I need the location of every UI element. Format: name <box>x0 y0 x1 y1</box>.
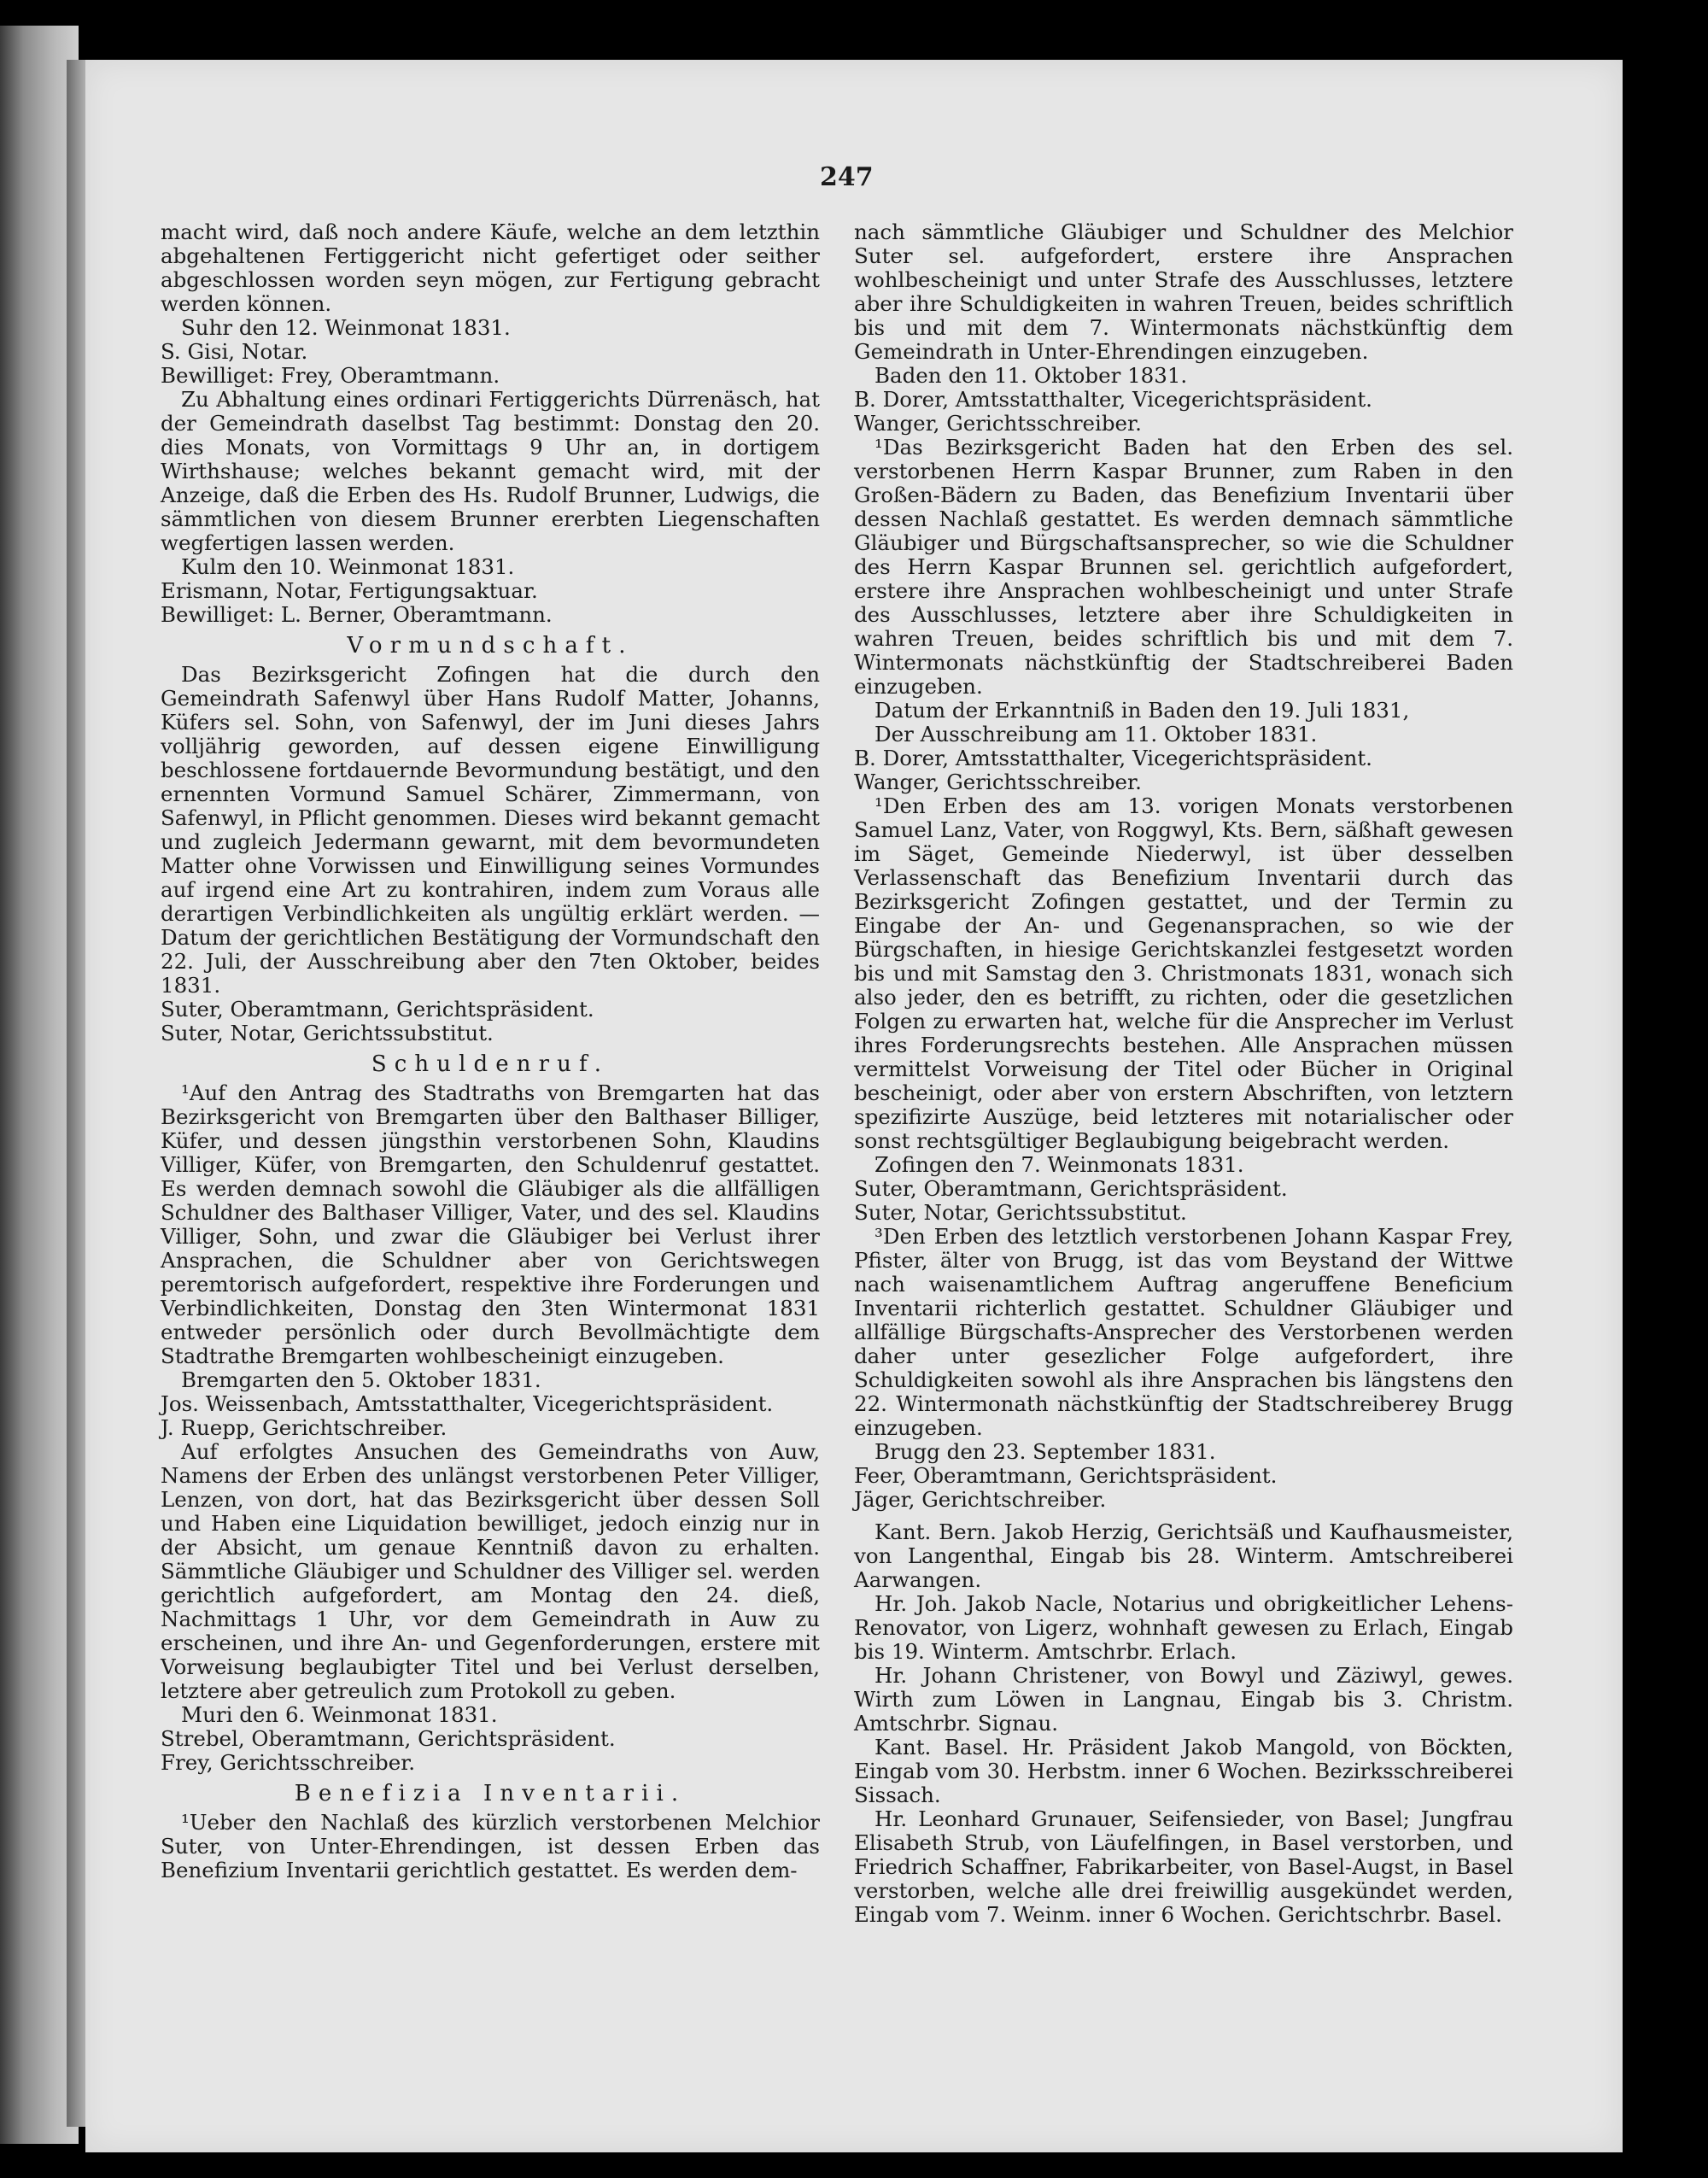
notice-signature: Feer, Oberamtmann, Gerichtspräsident. <box>854 1463 1278 1488</box>
notice-signature: S. Gisi, Notar. <box>161 339 308 364</box>
estate-entry: Hr. Johann Christener, von Bowyl und Zäziwyl, gewes. Wirth zum Löwen in Langnau, Eingab bis 3. Christm. Amtschrbr. Signau. <box>854 1663 1513 1736</box>
section-heading-benefizia: Benefizia Inventarii. <box>294 1781 687 1806</box>
estate-entry: Kant. Basel. Hr. Präsident Jakob Mangold, von Böckten, Eingab vom 30. Herbstm. inner 6 Wochen. Bezirksschreiberei Sissach. <box>854 1735 1513 1807</box>
section-heading-vormundschaft: Vormundschaft. <box>347 633 634 659</box>
notice-signature: B. Dorer, Amtsstatthalter, Vicegerichtspräsident. <box>854 746 1372 770</box>
notice-signature: J. Ruepp, Gerichtschreiber. <box>161 1415 447 1440</box>
notice-date: Kulm den 10. Weinmonat 1831. <box>181 554 515 579</box>
notice-date: Suhr den 12. Weinmonat 1831. <box>181 315 511 340</box>
notice-paragraph: macht wird, daß noch andere Käufe, welche an dem letzthin abgehaltenen Fertiggericht nicht gefertiget oder seither abgeschlossen worden seyn mögen, zur Fertigung gebracht werden können. <box>161 220 820 316</box>
right-column <box>854 220 1513 1927</box>
notice-signature: Erismann, Notar, Fertigungsaktuar. <box>161 578 538 603</box>
notice-signature: Suter, Oberamtmann, Gerichtspräsident. <box>161 997 594 1022</box>
notice-date: Bremgarten den 5. Oktober 1831. <box>181 1367 541 1392</box>
page-number: 247 <box>820 162 874 192</box>
notice-paragraph: ¹Auf den Antrag des Stadtraths von Bremgarten hat das Bezirksgericht von Bremgarten über den Balthaser Billiger, Küfer, und dessen jüngsthin verstorbenen Sohn, Klaudins Villiger, Küfer, von Bremgarten, den Schuldenruf gestattet. Es werden demnach sowohl die Gläubiger als die allfälligen Schuldner des Balthaser Villiger, Vater, und des sel. Klaudins Villiger, Sohn, und zwar die Gläubiger bei Verlust ihrer Ansprachen, die Schuldner aber von Gerichtswegen peremtorisch aufgefordert, respektive ihre Forderungen und Verbindlichkeiten, Donstag den 3ten Wintermonat 1831 entweder persönlich oder durch Bevollmächtigte dem Stadtrathe Bremgarten wohlbescheinigt einzugeben. <box>161 1080 820 1368</box>
notice-date: Zofingen den 7. Weinmonats 1831. <box>874 1152 1244 1177</box>
left-column <box>161 220 820 1882</box>
notice-date: Baden den 11. Oktober 1831. <box>874 363 1188 388</box>
notice-paragraph: ³Den Erben des letztlich verstorbenen Johann Kaspar Frey, Pfister, älter von Brugg, ist das vom Beystand der Wittwe nach waisenamtlichem Auftrag angeruffene Beneficium Inventarii richterlich gestattet. Schuldner Gläubiger und allfällige Bürgschafts-Ansprecher des Verstorbenen werden daher unter gesezlicher Folge aufgefordert, ihre Schuldigkeiten sowohl als ihre Ansprachen bis längstens den 22. Wintermonath nächstkünftig der Stadtschreiberey Brugg einzugeben. <box>854 1224 1513 1440</box>
notice-signature: Wanger, Gerichtsschreiber. <box>854 770 1142 794</box>
notice-paragraph: nach sämmtliche Gläubiger und Schuldner des Melchior Suter sel. aufgefordert, erstere ihre Ansprachen wohlbescheinigt und unter Strafe des Ausschlusses, letztere aber ihre Schuldigkeiten in wahren Treuen, beides schriftlich bis und mit dem 7. Wintermonats nächstkünftig dem Gemeindrath in Unter-Ehrendingen einzugeben. <box>854 220 1513 364</box>
notice-signature: Frey, Gerichtsschreiber. <box>161 1750 416 1775</box>
notice-paragraph: ¹Ueber den Nachlaß des kürzlich verstorbenen Melchior Suter, von Unter-Ehrendingen, ist dessen Erben das Benefizium Inventarii gerichtlich gestattet. Es werden dem- <box>161 1810 820 1882</box>
notice-paragraph: ¹Das Bezirksgericht Baden hat den Erben des sel. verstorbenen Herrn Kaspar Brunner, zum Raben in den Großen-Bädern zu Baden, das Benefizium Inventarii über dessen Nachlaß gestattet. Es werden demnach sämmtliche Gläubiger und Bürgschaftsansprecher, so wie die Schuldner des Herrn Kaspar Brunnen sel. gerichtlich aufgefordert, erstere ihre Ansprachen wohlbescheinigt und unter Strafe des Ausschlusses, letztere aber ihre Schuldigkeiten in wahren Treuen, beides schriftlich bis und mit dem 7. Wintermonats nächstkünftig der Stadtschreiberei Baden einzugeben. <box>854 435 1513 699</box>
estate-entry: Kant. Bern. Jakob Herzig, Gerichtsäß und Kaufhausmeister, von Langenthal, Eingab bis 28. Winterm. Amtschreiberei Aarwangen. <box>854 1519 1513 1592</box>
section-heading-schuldenruf: Schuldenruf. <box>371 1051 610 1077</box>
notice-signature: Jäger, Gerichtschreiber. <box>854 1487 1107 1512</box>
notice-signature: Wanger, Gerichtsschreiber. <box>854 411 1142 436</box>
estate-entry: Hr. Leonhard Grunauer, Seifensieder, von Basel; Jungfrau Elisabeth Strub, von Läufelfingen, in Basel verstorben, und Friedrich Schaffner, Fabrikarbeiter, von Basel-Augst, in Basel verstorben, welche alle drei freiwillig ausgekündet werden, Eingab vom 7. Weinm. inner 6 Wochen. Gerichtschrbr. Basel. <box>854 1806 1513 1927</box>
notice-date: Datum der Erkanntniß in Baden den 19. Juli 1831, <box>874 698 1410 723</box>
notice-signature: B. Dorer, Amtsstatthalter, Vicegerichtspräsident. <box>854 387 1372 412</box>
notice-date: Muri den 6. Weinmonat 1831. <box>181 1702 498 1727</box>
notice-approval: Bewilliget: L. Berner, Oberamtmann. <box>161 602 553 627</box>
notice-paragraph: Zu Abhaltung eines ordinari Fertiggerichts Dürrenäsch, hat der Gemeindrath daselbst Tag bestimmt: Donstag den 20. dies Monats, von Vormittags 9 Uhr an, in dortigem Wirthshause; welches bekannt gemacht wird, mit der Anzeige, daß die Erben des Hs. Rudolf Brunner, Ludwigs, die sämmtlichen von diesem Brunner ererbten Liegenschaften wegfertigen lassen werden. <box>161 387 820 555</box>
estate-entry: Hr. Joh. Jakob Nacle, Notarius und obrigkeitlicher Lehens-Renovator, von Ligerz, wohnhaft gewesen zu Erlach, Eingab bis 19. Winterm. Amtschrbr. Erlach. <box>854 1591 1513 1664</box>
notice-signature: Suter, Oberamtmann, Gerichtspräsident. <box>854 1176 1288 1201</box>
notice-paragraph: ¹Den Erben des am 13. vorigen Monats verstorbenen Samuel Lanz, Vater, von Roggwyl, Kts. Bern, säßhaft gewesen im Säget, Gemeinde Niederwyl, ist über desselben Verlassenschaft das Benefizium Inventarii durch das Bezirksgericht Zofingen gestattet, und der Termin zu Eingabe der An- und Gegenansprachen, so wie der Bürgschaften, in hiesige Gerichtskanzlei festgesetzt worden bis und mit Samstag den 3. Christmonats 1831, wonach sich also jeder, den es betrifft, zu richten, oder die gesetzlichen Folgen zu erwarten hat, welche für die Ansprecher im Verlust ihres Forderungsrechts bestehen. Alle Ansprachen müssen vermittelst Vorweisung der Titel oder Bücher in Original bescheinigt, oder aber von erstern Abschriften, von letztern spezifizirte Auszüge, beid letzteres mit notarialischer oder sonst rechtsgültiger Beglaubigung beigebracht werden. <box>854 793 1513 1153</box>
notice-paragraph: Auf erfolgtes Ansuchen des Gemeindraths von Auw, Namens der Erben des unlängst verstorbenen Peter Villiger, Lenzen, von dort, hat das Bezirksgericht über dessen Soll und Haben eine Liquidation bewilliget, jedoch einzig nur in der Absicht, um genaue Kenntniß davon zu erhalten. Sämmtliche Gläubiger und Schuldner des Villiger sel. werden gerichtlich aufgefordert, am Montag den 24. dieß, Nachmittags 1 Uhr, vor dem Gemeindrath in Auw zu erscheinen, und ihre An- und Gegenforderungen, erstere mit Vorweisung beglaubigter Titel und bei Verlust derselben, letztere aber getreulich zum Protokoll zu geben. <box>161 1439 820 1703</box>
notice-signature: Strebel, Oberamtmann, Gerichtspräsident. <box>161 1726 616 1751</box>
notice-approval: Bewilliget: Frey, Oberamtmann. <box>161 363 500 388</box>
notice-date: Der Ausschreibung am 11. Oktober 1831. <box>874 722 1318 746</box>
notice-signature: Jos. Weissenbach, Amtsstatthalter, Vicegerichtspräsident. <box>161 1391 774 1416</box>
notice-signature: Suter, Notar, Gerichtssubstitut. <box>854 1200 1187 1225</box>
notice-paragraph: Das Bezirksgericht Zofingen hat die durch den Gemeindrath Safenwyl über Hans Rudolf Matter, Johanns, Küfers sel. Sohn, von Safenwyl, der im Juni dieses Jahrs volljährig geworden, auf dessen eigene Einwilligung beschlossene fortdauernde Bevormundung bestätigt, und den ernennten Vormund Samuel Schärer, Zimmermann, von Safenwyl, in Pflicht genommen. Dieses wird bekannt gemacht und zugleich Jedermann gewarnt, mit dem bevormundeten Matter ohne Vorwissen und Einwilligung seines Vormundes auf irgend eine Art zu kontrahiren, indem zum Voraus alle derartigen Verbindlichkeiten als ungültig erklärt werden. — Datum der gerichtlichen Bestätigung der Vormundschaft den 22. Juli, der Ausschreibung aber den 7ten Oktober, beides 1831. <box>161 662 820 998</box>
notice-signature: Suter, Notar, Gerichtssubstitut. <box>161 1021 494 1045</box>
notice-date: Brugg den 23. September 1831. <box>874 1439 1216 1464</box>
